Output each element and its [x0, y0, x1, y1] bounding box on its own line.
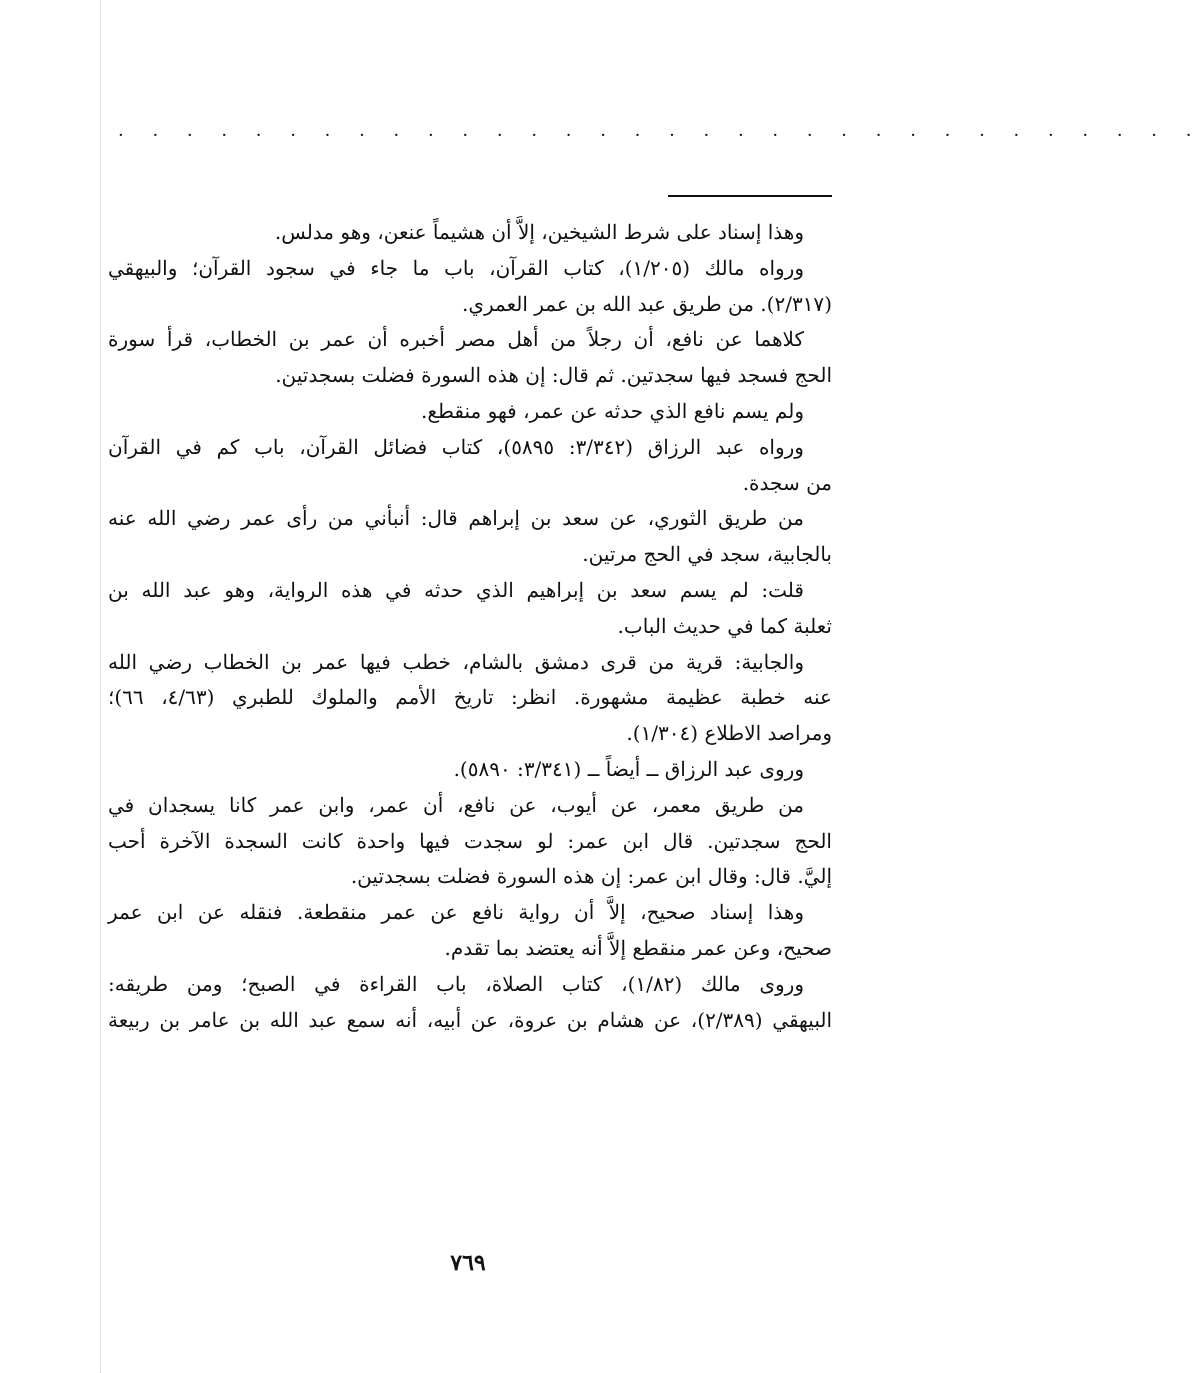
text-line: الحج سجدتين. قال ابن عمر: لو سجدت فيها واحدة كانت السجدة الآخرة أحب [108, 828, 832, 853]
text-line: والجابية: قرية من قرى دمشق بالشام، خطب فيها عمر بن الخطاب رضي الله [108, 649, 804, 674]
text-line: وهذا إسناد على شرط الشيخين، إلاَّ أن هشيماً عنعن، وهو مدلس. [274, 220, 804, 244]
text-line: ولم يسم نافع الذي حدثه عن عمر، فهو منقطع. [421, 398, 804, 423]
text-line: ورواه مالك (١/٢٠٥)، كتاب القرآن، باب ما جاء في سجود القرآن؛ والبيهقي [108, 255, 804, 280]
text-line: (٢/٣١٧). من طريق عبد الله بن عمر العمري. [461, 291, 832, 316]
text-line: وروى عبد الرزاق ــ أيضاً ــ (٣/٣٤١: ٥٨٩٠). [453, 756, 804, 781]
text-line: الحج فسجد فيها سجدتين. ثم قال: إن هذه السورة فضلت بسجدتين. [275, 363, 832, 388]
page-number: ٧٦٩ [450, 1250, 486, 1276]
text-line: وروى مالك (١/٨٢)، كتاب الصلاة، باب القراءة في الصبح؛ ومن طريقه: [108, 971, 804, 996]
text-line: قلت: لم يسم سعد بن إبراهيم الذي حدثه في هذه الرواية، وهو عبد الله بن [108, 577, 804, 602]
text-line: من سجدة. [742, 470, 832, 495]
text-line: إليَّ. قال: وقال ابن عمر: إن هذه السورة فضلت بسجدتين. [350, 864, 832, 889]
header-dotted-separator: · · · · · · · · · · · · · · · · · · · · · · · · · · · · · · · · [118, 125, 1203, 146]
text-line: صحيح، وعن عمر منقطع إلاَّ أنه يعتضد بما تقدم. [444, 935, 832, 960]
text-line: من طريق معمر، عن أيوب، عن نافع، أن عمر، وابن عمر كانا يسجدان في [108, 792, 804, 817]
text-line: وهذا إسناد صحيح، إلاَّ أن رواية نافع عن عمر منقطعة. فنقله عن ابن عمر [108, 900, 804, 925]
text-line: البيهقي (٢/٣٨٩)، عن هشام بن عروة، عن أبيه، أنه سمع عبد الله بن عامر بن ربيعة [108, 1007, 833, 1032]
text-line: من طريق الثوري، عن سعد بن إبراهم قال: أنبأني من رأى عمر رضي الله عنه [108, 506, 804, 531]
binding-edge-dotted-line [100, 0, 101, 1373]
text-line: ورواه عبد الرزاق (٣/٣٤٢: ٥٨٩٥)، كتاب فضائل القرآن، باب كم في القرآن [108, 434, 804, 459]
text-line: بالجابية، سجد في الحج مرتين. [582, 542, 832, 567]
text-line: ثعلبة كما في حديث الباب. [617, 613, 832, 638]
footnote-rule [668, 195, 832, 197]
text-line: عنه خطبة عظيمة مشهورة. انظر: تاريخ الأمم والملوك للطبري (٤/٦٣، ٦٦)؛ [108, 685, 832, 710]
text-line: كلاهما عن نافع، أن رجلاً من أهل مصر أخبره أن عمر بن الخطاب، قرأ سورة [108, 327, 804, 352]
text-line: ومراصد الاطلاع (١/٣٠٤). [626, 721, 832, 746]
body-text [108, 215, 832, 1038]
